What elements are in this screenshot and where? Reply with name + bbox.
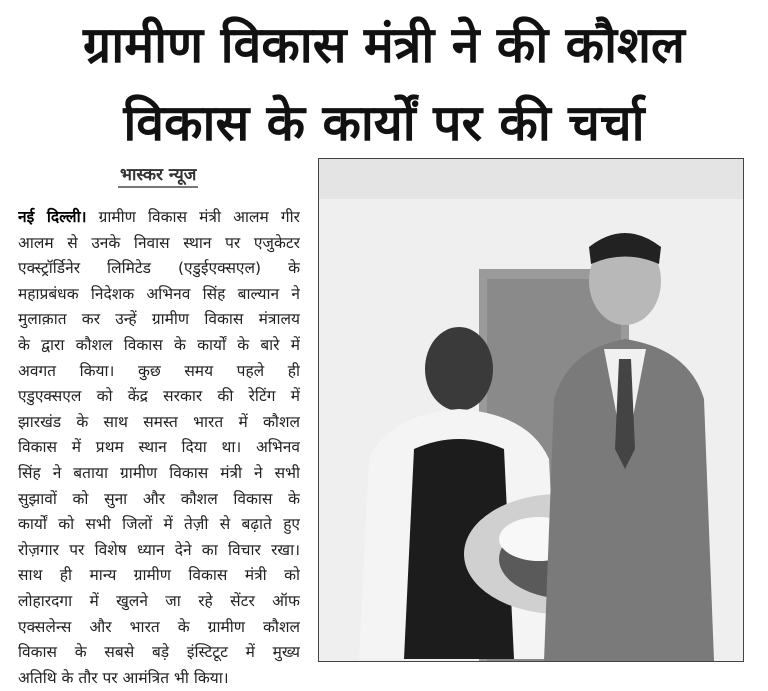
article-line: लोहारदगा में खुलने जा रहे सेंटर ऑफ <box>18 591 300 610</box>
photo-illustration <box>319 159 743 661</box>
article-line: कार्यों को सभी जिलों में तेज़ी से बढ़ाते हुए <box>18 515 300 534</box>
article-body <box>18 205 300 691</box>
article-line: मुलाक़ात कर उन्हें ग्रामीण विकास मंत्रालय <box>18 310 300 329</box>
article-line: अतिथि के तौर पर आमंत्रित भी किया। <box>18 668 229 687</box>
article-line: सुझावों को सुना और कौशल विकास के <box>18 489 300 508</box>
article-line: एडुएक्सएल को केंद्र सरकार की रेटिंग में <box>18 387 300 406</box>
article-line: साथ ही मान्य ग्रामीण विकास मंत्री को <box>18 566 300 585</box>
article-line <box>18 205 300 231</box>
news-photo <box>318 158 744 662</box>
person-left-head <box>425 327 493 411</box>
byline: भास्कर न्यूज <box>118 162 198 188</box>
article-line: के द्वारा कौशल विकास के कार्यों के बारे में <box>18 335 300 354</box>
article-line: विकास में प्रथम स्थान दिया था। अभिनव <box>18 438 300 457</box>
article-line: सिंह ने बताया ग्रामीण विकास मंत्री ने सभी <box>18 463 300 482</box>
article-line: झारखंड के साथ समस्त भारत में कौशल <box>18 412 300 431</box>
headline-line-1: ग्रामीण विकास मंत्री ने की कौशल <box>83 16 685 74</box>
article-line: महाप्रबंधक निदेशक अभिनव सिंह बाल्यान ने <box>18 284 300 303</box>
article-line: विकास के सबसे बड़े इंस्टिटूट में मुख्य <box>18 643 300 662</box>
article-line-text: ग्रामीण विकास मंत्री आलम गीर <box>98 208 300 226</box>
article-line: रोज़गार पर विशेष ध्यान देने का विचार रखा। <box>18 540 300 559</box>
headline-line-2: विकास के कार्यों पर की चर्चा <box>123 94 645 152</box>
article-line: एक्स्ट्रॉर्डिनेर लिमिटेड (एडुईएक्सएल) के <box>18 259 300 278</box>
article-line: आलम से उनके निवास स्थान पर एजुकेटर <box>18 233 300 252</box>
article-line: अवगत किया। कुछ समय पहले ही <box>18 361 300 380</box>
dateline: नई दिल्ली। <box>18 208 87 226</box>
article-line: एक्सलेन्स और भारत के ग्रामीण कौशल <box>18 617 300 636</box>
